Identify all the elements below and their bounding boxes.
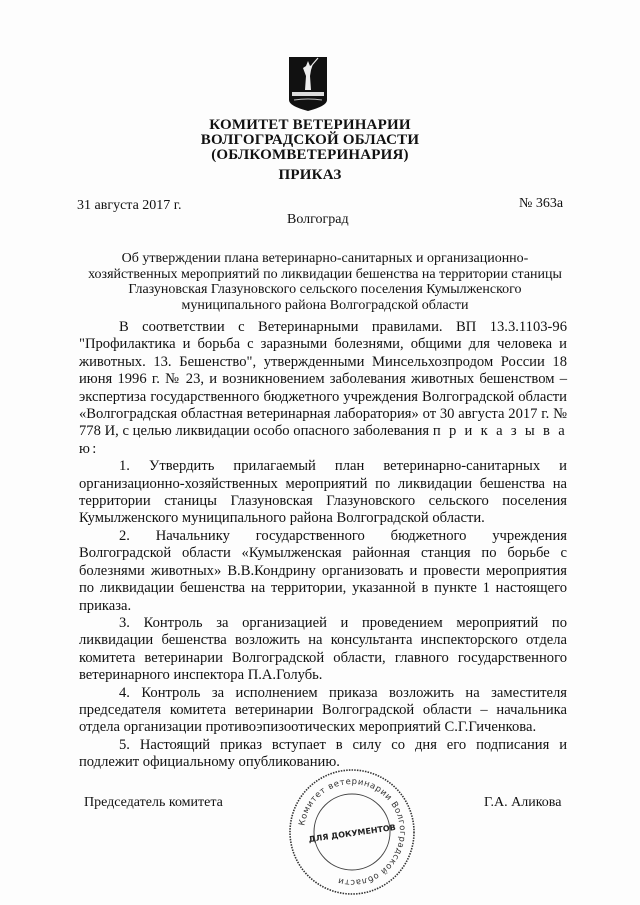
signature-position: Председатель комитета [84,795,223,810]
preamble-text: В соответствии с Ветеринарными правилами. ВП 13.3.1103-96 "Профилактика и борьба с заразными болезнями, общими для человека и животных. 13. Бешенство", утвержденными Минсельхозпродом России 18 июня 1996 г. № 23, и возникновением заболевания животных бешенством – экспертиза государственного бюджетного учреждения Волгоградской области «Волгоградская областная ветеринарная лаборатория» от 30 августа 2017 г. № 778 И, с целью ликвидации особо опасного заболевания [79,319,567,440]
order-number: № 363а [519,196,564,211]
header-line-3: (ОБЛКОМВЕТЕРИНАРИЯ) [211,147,409,163]
official-stamp [286,766,418,898]
header-line-2: ВОЛГОГРАДСКОЙ ОБЛАСТИ [200,132,420,148]
doc-type-title: ПРИКАЗ [278,167,342,183]
order-item-1: 1. Утвердить прилагаемый план ветеринарно-санитарных и организационно-хозяйственных мероприятий по ликвидации бешенства на территории станицы Глазуновская Глазуновского сельского поселения Кумылженского муниципального района Волгоградской области. [79,458,567,527]
orders-word: п р и к а з ы в а ю: [79,423,567,457]
order-body [79,319,567,772]
order-subject: Об утверждении плана ветеринарно-санитарных и организационно-хозяйственных мероприятий по ликвидации бешенства на территории станицы Глазуновская Глазуновского сельского поселения Кумылженского муниципального района Волгоградской области [88,251,562,313]
order-item-3: 3. Контроль за организацией и проведением мероприятий по ликвидации бешенства возложить на консультанта инспекторского отдела комитета ветеринарии Волгоградской области, главного государственного ветеринарного инспектора П.А.Голубь. [79,614,567,684]
preamble-paragraph [79,319,567,458]
order-city: Волгоград [287,212,349,227]
stamp-center-text: ДЛЯ ДОКУМЕНТОВ [308,822,397,845]
order-item-5: 5. Настоящий приказ вступает в силу со дня его подписания и подлежит официальному опубликованию. [79,736,567,771]
stamp-ring-text: Комитет ветеринарии Волгоградской области [297,776,408,888]
signature-name: Г.А. Аликова [484,795,562,810]
header-line-1: КОМИТЕТ ВЕТЕРИНАРИИ [209,117,411,133]
order-item-2: 2. Начальнику государственного бюджетного учреждения Волгоградской области «Кумылженская районная станция по борьбе с болезнями животных» В.В.Кондрину организовать и провести мероприятия по ликвидации бешенства на территории, указанной в пункте 1 настоящего приказа. [79,527,567,614]
region-emblem-icon [288,56,328,112]
order-item-4: 4. Контроль за исполнением приказа возложить на заместителя председателя комитета ветеринарии Волгоградской области – начальника отдела организации противоэпизоотических мероприятий С.Г.Гиченкова. [79,684,567,736]
order-date: 31 августа 2017 г. [77,198,182,213]
